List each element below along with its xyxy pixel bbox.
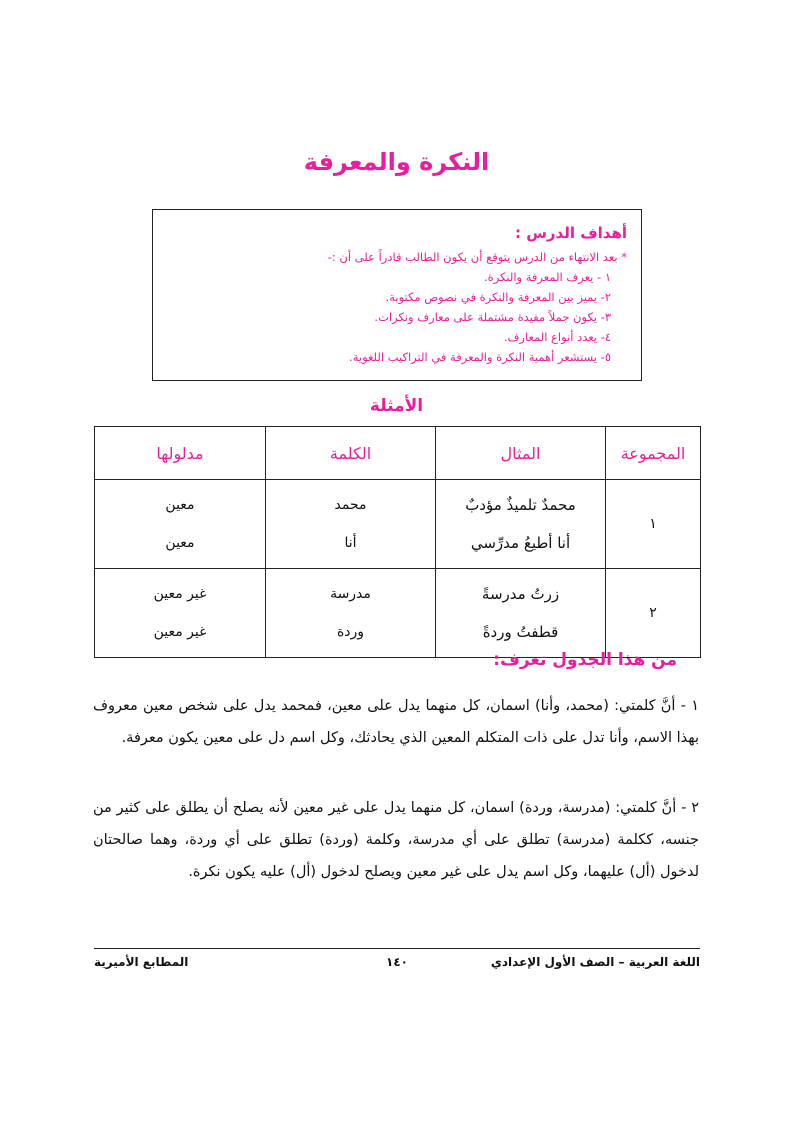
- example-cell: [436, 480, 606, 569]
- example-cell: [436, 569, 606, 658]
- group-number: ١: [606, 480, 701, 569]
- goal-item: ٣- يكون جملاً مفيدة مشتملة على معارف ونكرات.: [374, 310, 611, 324]
- page-title: النكرة والمعرفة: [303, 148, 490, 176]
- footer-subject: اللغة العربية – الصف الأول الإعدادي: [490, 955, 700, 969]
- from-table-heading: من هذا الجدول تعرف:: [493, 650, 677, 670]
- header-word: الكلمة: [266, 427, 436, 480]
- meaning-value: غير معين: [153, 586, 207, 602]
- meaning-value: معين: [165, 535, 195, 551]
- lesson-goals-box: [152, 209, 642, 381]
- goals-intro: * بعد الانتهاء من الدرس يتوقع أن يكون الطالب قادراً على أن :-: [327, 250, 627, 264]
- page-footer: [94, 955, 700, 979]
- example-sentence: محمدٌ تلميذٌ مؤدبٌ: [465, 496, 576, 514]
- word-value: وردة: [336, 624, 365, 640]
- example-sentence: قطفتُ وردةً: [482, 623, 559, 641]
- footer-publisher: المطابع الأميرية: [94, 955, 189, 969]
- goal-item: ٤- يعدد أنواع المعارف.: [503, 330, 611, 344]
- goals-list: [163, 267, 627, 367]
- word-value: أنا: [344, 535, 357, 551]
- header-meaning: مدلولها: [95, 427, 266, 480]
- header-example: المثال: [436, 427, 606, 480]
- explanation-paragraph-2: ٢ - أنَّ كلمتي: (مدرسة، وردة) اسمان، كل منهما يدل على غير معين لأنه يصلح أن يطلق على كثير من جنسه، ككلمة (مدرسة) تطلق على أي مدرسة، وكلمة (وردة) تطلق على أي وردة، وهما صالحتان لدخول (أل) عليهما، وكل اسم يدل على غير معين ويصلح لدخول (أل) عليه يكون نكرة.: [93, 800, 699, 880]
- meaning-cell: [95, 569, 266, 658]
- word-cell: [266, 480, 436, 569]
- header-group: المجموعة: [606, 427, 701, 480]
- examples-table: [94, 426, 701, 658]
- goals-heading: أهداف الدرس :: [515, 224, 627, 242]
- table-header-row: [95, 427, 701, 480]
- word-cell: [266, 569, 436, 658]
- word-value: مدرسة: [330, 586, 371, 602]
- meaning-value: غير معين: [153, 624, 207, 640]
- page-number: ١٤٠: [386, 955, 408, 969]
- table-row: [95, 569, 701, 658]
- example-sentence: أنا أطيعُ مدرِّسي: [470, 534, 571, 552]
- goal-item: ٢- يميز بين المعرفة والنكرة في نصوص مكتوبة.: [385, 290, 611, 304]
- example-sentence: زرتُ مدرسةً: [481, 585, 560, 603]
- word-value: محمد: [334, 497, 367, 513]
- group-number: ٢: [606, 569, 701, 658]
- examples-heading: الأمثلة: [369, 396, 424, 416]
- explanation-paragraph-1: ١ - أنَّ كلمتي: (محمد، وأنا) اسمان، كل منهما يدل على معين، فمحمد يدل على شخص معين معروف بهذا الاسم، وأنا تدل على ذات المتكلم المعين الذي يحادثك، وكل اسم دل على معين يكون معرفة.: [93, 698, 699, 746]
- table-row: [95, 480, 701, 569]
- footer-divider: [94, 948, 700, 949]
- goal-item: ٥- يستشعر أهمية النكرة والمعرفة في التراكيب اللغوية.: [349, 350, 611, 364]
- meaning-value: معين: [165, 497, 195, 513]
- goal-item: ١ - يعرف المعرفة والنكرة.: [484, 270, 611, 284]
- meaning-cell: [95, 480, 266, 569]
